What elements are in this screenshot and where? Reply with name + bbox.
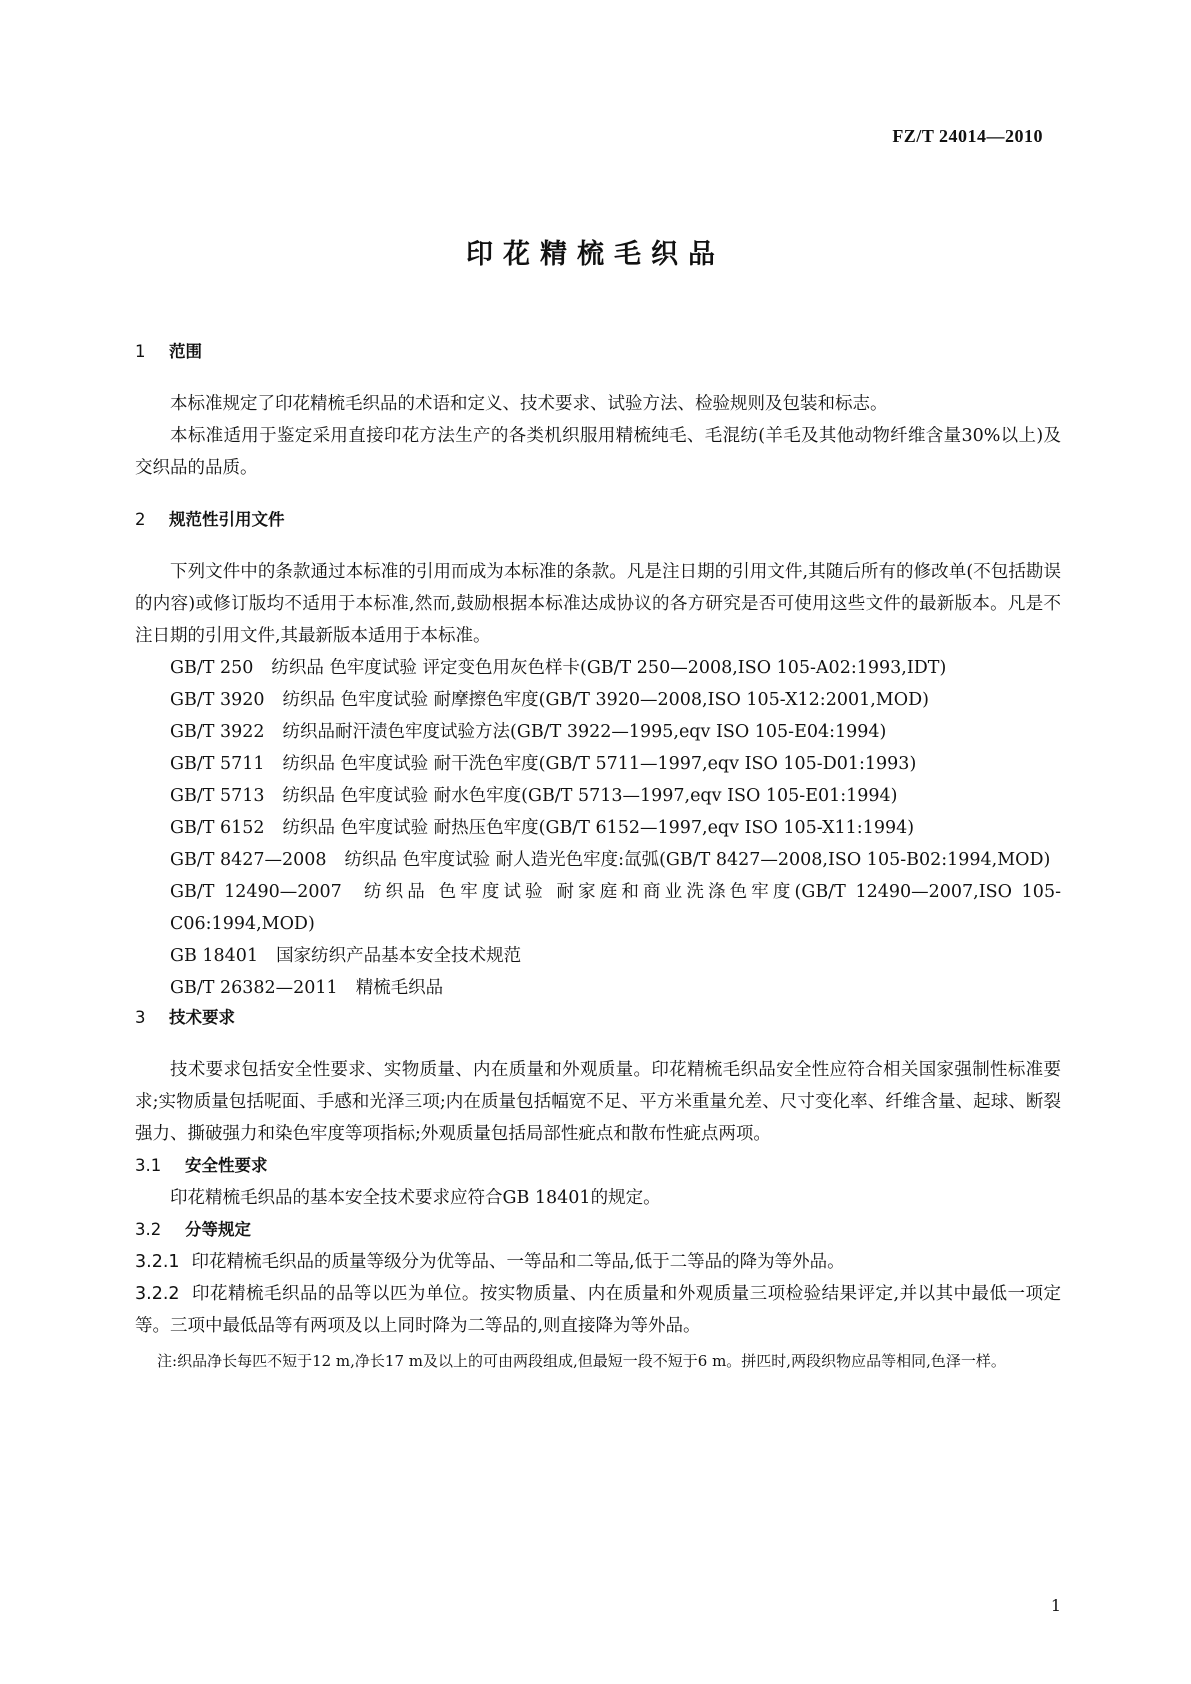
reference-text: 纺织品耐汗渍色牢度试验方法(GB/T 3922—1995,eqv ISO 105-E04:1994) xyxy=(282,722,887,742)
section-1-heading xyxy=(135,338,1061,366)
section-3-1-heading xyxy=(135,1150,1061,1182)
reference-item xyxy=(135,812,1061,844)
reference-code: GB/T 5711 xyxy=(170,754,265,774)
reference-code: GB/T 8427—2008 xyxy=(170,850,327,870)
section-number: 1 xyxy=(135,342,146,361)
section-3-2-heading xyxy=(135,1214,1061,1246)
reference-code: GB/T 26382—2011 xyxy=(170,978,338,998)
section-title: 技术要求 xyxy=(169,1008,235,1027)
reference-text: 纺织品 色牢度试验 耐人造光色牢度:氙弧(GB/T 8427—2008,ISO 105-B02:1994,MOD) xyxy=(344,850,1051,870)
clause-number: 3.2.2 xyxy=(135,1284,180,1304)
reference-item xyxy=(135,716,1061,748)
safety-requirement-text: 印花精梳毛织品的基本安全技术要求应符合GB 18401的规定。 xyxy=(170,1188,661,1208)
reference-code: GB/T 3922 xyxy=(170,722,265,742)
clause-number: 3.2.1 xyxy=(135,1252,180,1272)
reference-code: GB/T 12490—2007 xyxy=(170,882,342,902)
reference-code: GB 18401 xyxy=(170,946,259,966)
reference-text: 纺织品 色牢度试验 评定变色用灰色样卡(GB/T 250—2008,ISO 105-A02:1993,IDT) xyxy=(271,658,947,678)
reference-text: 纺织品 色牢度试验 耐水色牢度(GB/T 5713—1997,eqv ISO 105-E01:1994) xyxy=(282,786,898,806)
standard-code: FZ/T 24014—2010 xyxy=(892,126,1043,146)
reference-code: GB/T 6152 xyxy=(170,818,265,838)
document-body xyxy=(135,338,1061,1376)
clause-3-2-1 xyxy=(135,1246,1061,1278)
reference-item xyxy=(135,876,1061,940)
reference-item xyxy=(135,844,1061,876)
section-title: 安全性要求 xyxy=(185,1156,268,1175)
section-title: 范围 xyxy=(169,342,202,361)
reference-text: 纺织品 色牢度试验 耐摩擦色牢度(GB/T 3920—2008,ISO 105-X12:2001,MOD) xyxy=(282,690,929,710)
reference-item xyxy=(135,652,1061,684)
section-title: 规范性引用文件 xyxy=(169,510,285,529)
grading-note xyxy=(135,1346,1061,1376)
scope-paragraph: 本标准适用于鉴定采用直接印花方法生产的各类机织服用精梳纯毛、毛混纺(羊毛及其他动物纤维含量30%以上)及交织品的品质。 xyxy=(135,426,1061,478)
note-text: 织品净长每匹不短于12 m,净长17 m及以上的可由两段组成,但最短一段不短于6 m。拼匹时,两段织物应品等相同,色泽一样。 xyxy=(177,1352,1006,1370)
reference-text: 纺织品 色牢度试验 耐干洗色牢度(GB/T 5711—1997,eqv ISO 105-D01:1993) xyxy=(282,754,917,774)
clause-text: 印花精梳毛织品的质量等级分为优等品、一等品和二等品,低于二等品的降为等外品。 xyxy=(191,1252,845,1272)
reference-text: 精梳毛织品 xyxy=(355,978,444,998)
section-2-heading xyxy=(135,506,1061,534)
reference-text: 国家纺织产品基本安全技术规范 xyxy=(276,946,522,966)
clause-3-2-2 xyxy=(135,1278,1061,1342)
requirements-intro: 技术要求包括安全性要求、实物质量、内在质量和外观质量。印花精梳毛织品安全性应符合相关国家强制性标准要求;实物质量包括呢面、手感和光泽三项;内在质量包括幅宽不足、平方米重量允差、尺寸变化率、纤维含量、起球、断裂强力、撕破强力和染色牢度等项指标;外观质量包括局部性疵点和散布性疵点两项。 xyxy=(135,1060,1061,1144)
section-title: 分等规定 xyxy=(185,1220,251,1239)
reference-text: 纺织品 色牢度试验 耐热压色牢度(GB/T 6152—1997,eqv ISO 105-X11:1994) xyxy=(282,818,915,838)
document-title: 印花精梳毛织品 xyxy=(466,239,725,270)
section-number: 3 xyxy=(135,1008,146,1027)
reference-item xyxy=(135,684,1061,716)
reference-item xyxy=(135,780,1061,812)
page-number: 1 xyxy=(1050,1596,1061,1615)
section-number: 3.1 xyxy=(135,1156,162,1175)
reference-item xyxy=(135,748,1061,780)
section-number: 2 xyxy=(135,510,146,529)
section-number: 3.2 xyxy=(135,1220,162,1239)
clause-text: 印花精梳毛织品的品等以匹为单位。按实物质量、内在质量和外观质量三项检验结果评定,并以其中最低一项定等。三项中最低品等有两项及以上同时降为二等品的,则直接降为等外品。 xyxy=(135,1284,1061,1336)
reference-item xyxy=(135,972,1061,1004)
scope-paragraph: 本标准规定了印花精梳毛织品的术语和定义、技术要求、试验方法、检验规则及包装和标志。 xyxy=(170,394,888,414)
note-label: 注: xyxy=(157,1352,178,1370)
reference-list xyxy=(135,652,1061,1004)
reference-item xyxy=(135,940,1061,972)
reference-code: GB/T 250 xyxy=(170,658,254,678)
reference-code: GB/T 3920 xyxy=(170,690,265,710)
references-intro: 下列文件中的条款通过本标准的引用而成为本标准的条款。凡是注日期的引用文件,其随后所有的修改单(不包括勘误的内容)或修订版均不适用于本标准,然而,鼓励根据本标准达成协议的各方研究是否可使用这些文件的最新版本。凡是不注日期的引用文件,其最新版本适用于本标准。 xyxy=(135,562,1061,646)
reference-code: GB/T 5713 xyxy=(170,786,265,806)
reference-text: 纺织品 色牢度试验 耐家庭和商业洗涤色牢度(GB/T 12490—2007,ISO 105-C06:1994,MOD) xyxy=(170,882,1061,934)
section-3-heading xyxy=(135,1004,1061,1032)
